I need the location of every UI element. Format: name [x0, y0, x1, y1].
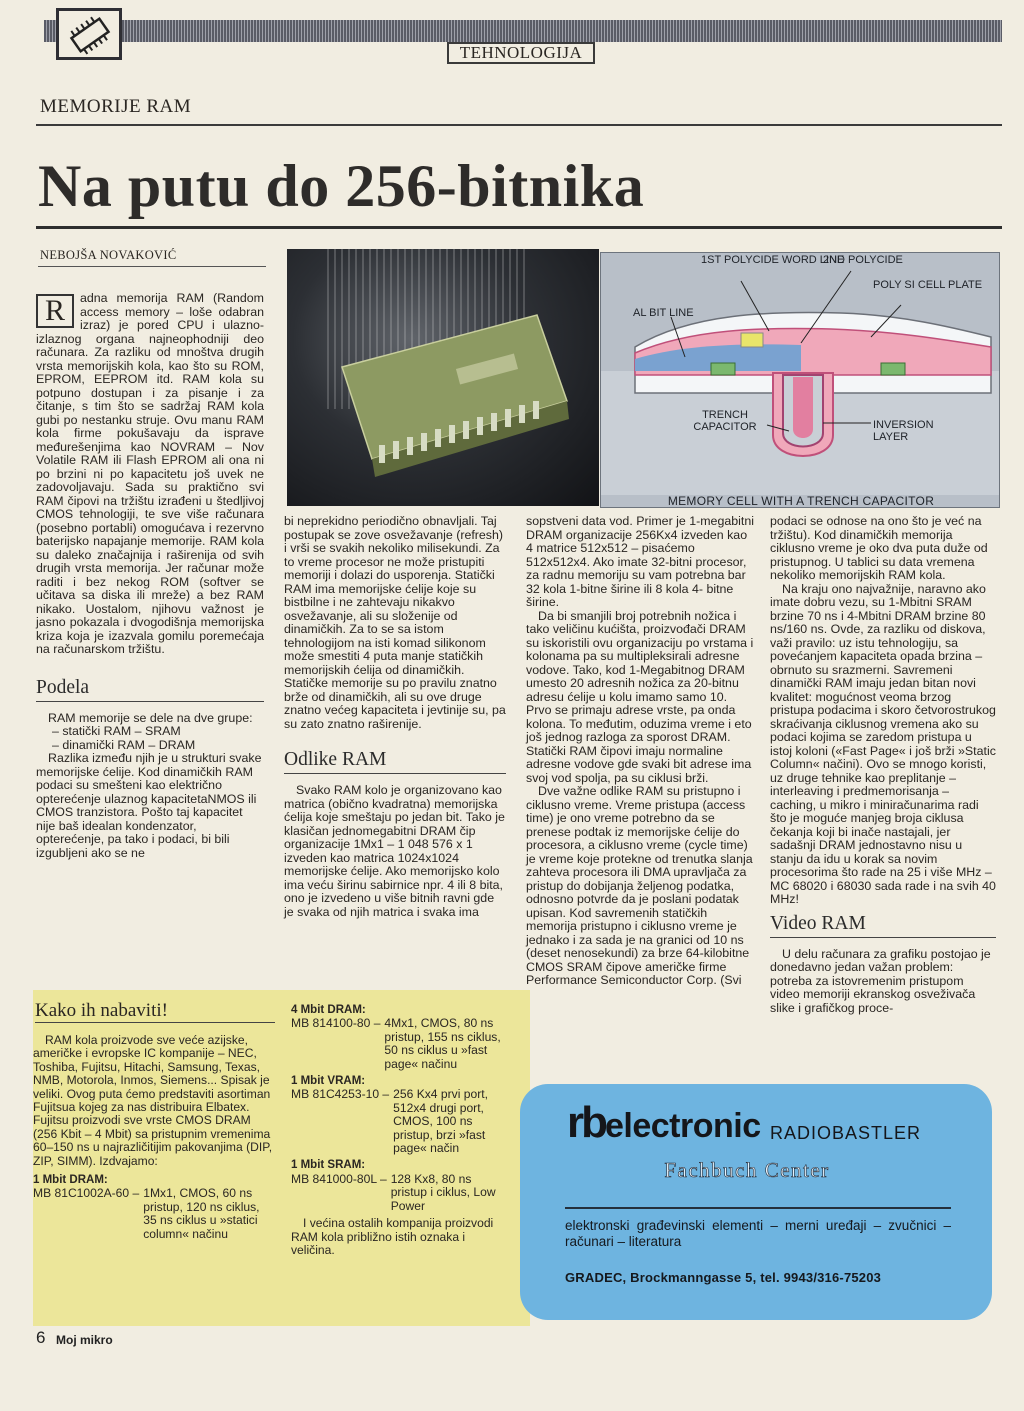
product-group-title: 1 Mbit VRAM: — [291, 1075, 366, 1088]
column-4 — [770, 515, 996, 1015]
label-word-line: 1ST POLYCIDE WORD LINE — [701, 254, 845, 266]
product-group — [291, 1159, 505, 1213]
advertiser-logo: rbelectronic — [567, 1098, 761, 1147]
magazine-name: Moj mikro — [56, 1333, 113, 1347]
product-spec: 1Mx1, CMOS, 60 ns pristup, 120 ns ciklus, 35 ns ciklus u »statici column« načinu — [143, 1186, 260, 1241]
divider — [565, 1207, 951, 1209]
advertiser-subtitle: Fachbuch Center — [664, 1158, 830, 1182]
box-product-list — [291, 1000, 505, 1257]
paragraph: Razlika između njih je u strukturi svake memorijske ćelije. Kod dinamičkih RAM podaci su smešteni kao električno opterećenje ulaznog kapacitetaNMOS ili CMOS tranzistora. Pošto taj kapacitet nije baš idealan kondenzator, opterećenje, pa tako i podaci, bi bili izgubljeni ako se ne — [36, 751, 262, 860]
paragraph: sopstveni data vod. Primer je 1-megabitni DRAM organizacije 256Kx4 izveden kao 4 matrice 512x512 – pisaćemo 512x512x4. Ako imate 32-bitni procesor, za radnu memoriju su vam potrebna bar 32 kola 1-bitne širine ili 8 kola 4- bitne širine. — [526, 514, 754, 609]
trench-capacitor-diagram — [600, 252, 1000, 508]
memory-types-list — [52, 725, 264, 752]
paragraph: Da bi smanjili broj potrebnih nožica i tako veličinu kućišta, proizvođači DRAM su iskoristili ovu organizaciju po vrstama i kolonama pa su multipleksirali adresne vodove. Tako, kod 1-Megabitnog DRAM umesto 20 adresnih nožica za 20-bitnu adresu ćelije u kolu imamo samo 10. Prvo se primaju adrese vrste, pa onda kolona. To međutim, oduzima vreme i eto još jednog razloga za sporost DRAM. Statički RAM čipovi imaju normaline adresne vodove gde svaki bit adrese ima svoj vod spolja, pa su ciklusi brži. — [526, 608, 754, 785]
page-title: Na putu do 256-bitnika — [38, 153, 645, 219]
divider — [36, 124, 1002, 126]
product-spec: 4Mx1, CMOS, 80 ns pristup, 155 ns ciklus, 50 ns ciklus u »fast page« načinu — [384, 1016, 501, 1071]
column-1 — [36, 292, 264, 860]
subheading-video-ram: Video RAM — [770, 913, 996, 938]
intro-paragraph: adna memorija RAM (Random access memory – loše odabran izraz) je pored CPU i ulazno-izlaznog organa najneophodniji deo računara. Za razliku od mnoštva drugih vrsta memorijskih kola, kao što su ROM, EPROM, EEPROM itd. RAM kola su potpuno dostupan i za pisanje i za čitanje, s tim što se sadržaj RAM kola gubi po nestanku struje. Ovu manu RAM kola firme pokušavaju da isprave međurešenjima kao NOVRAM – Nov Volatile RAM ili Flash EPROM ali ona ni po brzini ni po kapacitetu još uvek ne zadovoljavaju. Sada su praktično svi RAM čipovi na tržištu izrađeni u štedljivoj CMOS tehnologiji, te sve više računara (posebno portabli) omogućava i rezervno baterijsko napajanje memorije. RAM kola su daleko značajnija i raširenija od svih drugih vrsta memorija. Jer računar može raditi i bez nekog ROM (softver se učitava sa diska ili mreže) a bez RAM nikako. Uostalom, njihovu važnost je jasno pokazala i dvogodišnja memorijska kriza koja je izazvala gomilu poremećaja na računarskom tržištu. — [36, 291, 264, 656]
box-note: I većina ostalih kompanija proizvodi RAM kola približno istih oznaka i veličina. — [291, 1216, 494, 1257]
product-code: MB 841000-80L – — [291, 1171, 387, 1186]
label-cell-plate: POLY SI CELL PLATE — [873, 279, 983, 291]
chip-photo — [287, 249, 599, 506]
paragraph: Svako RAM kolo je organizovano kao matrica (obično kvadratna) memorijska ćelija koje smeštaju po jedan bit. Tako je klasičan jednomegabitni DRAM čip organizacije 1Mx1 – 1 048 576 x 1 izveden kao matrica 1024x1024 memorijske ćelije. Ako memorijsko kolo ima veću širinu sabirnice npr. 4 ili 8 bita, ono je izvedeno u više bitnih ravni gde je svaka od njih matrica i svaka ima — [284, 783, 505, 919]
paragraph: U delu računara za grafiku postojao je donedavno jedan važan problem: potreba za istovremenim pristupom video memoriji ekranskog osveživača slike i grafičkog proce- — [770, 946, 991, 1015]
subheading-odlike: Odlike RAM — [284, 749, 506, 774]
product-code: MB 81C1002A-60 – — [33, 1186, 140, 1201]
diagram-caption: MEMORY CELL WITH A TRENCH CAPACITOR — [667, 494, 935, 508]
divider — [36, 226, 1002, 229]
advertisement — [520, 1084, 992, 1320]
label-trench-capacitor: TRENCH CAPACITOR — [693, 409, 757, 433]
memory-chip-icon — [65, 15, 115, 55]
subheading-podela: Podela — [36, 677, 264, 702]
advertiser-name: RADIOBASTLER — [770, 1123, 922, 1143]
product-code: MB 81C4253-10 – — [291, 1087, 390, 1102]
box-intro — [33, 1034, 275, 1241]
label-bit-line: AL BIT LINE — [633, 307, 694, 319]
section-label: TEHNOLOGIJA — [447, 42, 595, 64]
advertiser-address: GRADEC, Brockmanngasse 5, tel. 9943/316-75203 — [565, 1270, 882, 1285]
author-byline: NEBOJŠA NOVAKOVIĆ — [40, 248, 177, 262]
divider — [38, 266, 266, 267]
dropcap: R — [36, 294, 74, 328]
product-spec: 128 Kx8, 80 ns pristup i ciklus, Low Power — [390, 1171, 496, 1213]
label-inversion-layer: INVERSION LAYER — [873, 419, 934, 443]
product-code: MB 814100-80 – — [291, 1016, 381, 1031]
list-item: – statički RAM – SRAM — [52, 724, 181, 738]
product-group — [33, 1174, 275, 1241]
page-number: 6 — [36, 1328, 46, 1347]
paragraph: Dve važne odlike RAM su pristupno i ciklusno vreme. Vreme pristupa (access time) je ono vreme potrebno da se prenese podtak iz memorijske ćelije do procesora, a ciklusno vreme (cycle time) je vreme koje protekne od trenutka slanja zahteva procesora ili DMA upravljača za pristup do dobijanja željenog podatka, odnosno potvrde da je poslani podatak upisan. Kod savremenih statičkih memorija pristupno i ciklusno vreme je jednako i za sada je na granici od 10 ns (deset nenosekundi) za brze 64-kilobitne CMOS SRAM čipove američke firme Performance Semiconductor Corp. (Svi — [526, 784, 753, 987]
paragraph: bi neprekidno periodično obnavljali. Taj postupak se zove osvežavanje (refresh) i vrši se svakih nekoliko milisekundi. Za to vreme procesor ne može pristupiti memoriji i dolazi do usporenja. Statički RAM ima memorijske ćelije koje su bistbilne i ne zahtevaju nikakvo osvežavanje, ali su složenije od dinamičkih. Za to se sa istom tehnologijom na isti komad silikonom može smestiti 4 puta manje statičkih memorijskih ćelija od dinamičkih. Statičke memorije su po pravilu znatno brže od dinamičkih, ali su ove druge znatno većeg kapaciteta i jevtinije su, pa su zato znatno raširenije. — [284, 514, 506, 731]
paragraph: Na kraju ono najvažnije, naravno ako imate dobru vezu, su 1-Mbitni SRAM brzine 70 ns i 4-Mbitni DRAM brzine 80 ns/160 ns. Ovde, za razliku od diskova, važi pravilo: uz istu tehnologiju, sa povećanjem kapaciteta opada brzina – obrnuto su srazmerni. Savremeni dinamički RAM imaju jedan bitan novi kvalitet: mogućnost veoma brzog pristupa podacima i skoro četvorostrukog skraćivanja ciklusnog vremena ako su podaci kojima se zaredom pristupa u istoj koloni («Fast Page« i još brži »Static Column« načini). Ovo se mnogo koristi, uz druge tehnike kao preplitanje – interleaving i predmemorisanja – caching, u mikro i miniračunarima radi što je moguće manjeg broja ciklusa čekanja koji bi inače nastajali, jer sadašnji DRAM jednostavno nisu u stanju da idu u korak sa novim procesorima što rade na 25 i više MHz – MC 68020 i 68030 sada rade i na svih 40 MHz! — [770, 581, 996, 906]
sidebar-box — [33, 990, 530, 1326]
label-2nd-polycide: 2ND POLYCIDE — [823, 254, 903, 266]
product-group-title: 1 Mbit SRAM: — [291, 1159, 366, 1172]
section-logo — [56, 8, 122, 60]
column-2 — [284, 515, 506, 919]
box-title: Kako ih nabaviti! — [35, 1000, 275, 1023]
product-group-title: 1 Mbit DRAM: — [33, 1174, 108, 1187]
header-stripe — [44, 20, 1002, 42]
kicker: MEMORIJE RAM — [40, 96, 192, 117]
paragraph: RAM kola proizvode sve veće azijske, američke i evropske IC kompanije – NEC, Toshiba, Fujitsu, Hitachi, Samsung, Texas, NMB, Motorola, Inmos, Siemens... Spisak je veliki. Ovog puta ćemo predstaviti asortiman Fujitsua kojeg za nas distribuira Elbatex. Fujitsu proizvodi sve vrste CMOS DRAM (256 Kbit – 4 Mbit) sa pristupnim vremenima 60–150 ns u najrazličitijim pakovanjima (DIP, ZIP, SIMM). Izdvajamo: — [33, 1033, 273, 1168]
product-group — [291, 1004, 505, 1071]
product-spec: 256 Kx4 prvi port, 512x4 drugi port, CMOS, 100 ns pristup, brzi »fast page« način — [393, 1087, 488, 1156]
paragraph: podaci se odnose na ono što je već na tržištu). Kod dinamičkih memorija ciklusno vreme je oko dva puta duže od pristupnog. U tablici su data vremena nekoliko memorijskih RAM kola. — [770, 514, 988, 582]
list-item: – dinamički RAM – DRAM — [52, 737, 196, 752]
advertiser-goods: elektronski građevinski elementi – merni uređaji – zvučnici – računari – literatura — [565, 1218, 951, 1249]
product-group — [291, 1075, 505, 1155]
column-3 — [526, 515, 754, 988]
paragraph: RAM memorije se dele na dve grupe: — [48, 710, 253, 725]
product-group-title: 4 Mbit DRAM: — [291, 1004, 366, 1016]
